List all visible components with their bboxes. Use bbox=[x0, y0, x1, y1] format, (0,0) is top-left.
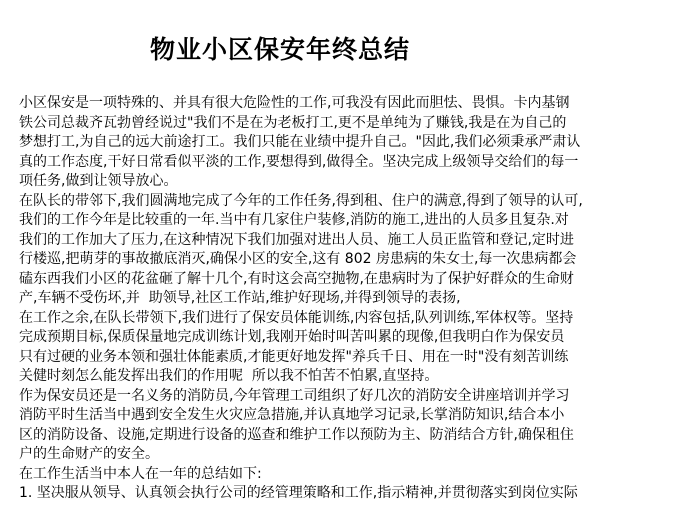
body-line: 我们的工作加大了压力,在这种情况下我们加强对进出人员、施工人员正监管和登记,定时进 bbox=[19, 231, 574, 248]
body-line: 在队长的带邻下,我们圆满地完成了今年的工作任务,得到租、住户的满意,得到了领导的认可, bbox=[19, 192, 583, 209]
body-line: 在工作生活当中本人在一年的总结如下: bbox=[19, 465, 262, 482]
body-line: 只有过硬的业务本领和强壮体能素质,才能更好地发挥"养兵千日、用在一时"没有刻苦训练 bbox=[19, 348, 569, 365]
body-line: 铁公司总裁齐瓦勃曾经说过"我们不是在为老板打工,更不是单纯为了赚钱,我是在为自己的 bbox=[19, 114, 567, 131]
document-title: 物业小区保安年终总结 bbox=[149, 35, 410, 64]
body-line: 我们的工作今年是比较重的一年.当中有几家住户装修,消防的施工,进出的人员多且复杂.对 bbox=[19, 212, 569, 228]
body-line: 户的生命财产的安全。 bbox=[19, 446, 159, 462]
body-line: 梦想打工,为自己的远大前途打工。我们只能在业绩中提升自己。"因此,我们必须秉承严肃认 bbox=[19, 134, 581, 150]
body-line: 小区保安是一项特殊的、并具有很大危险性的工作,可我没有因此而胆怯、畏惧。卡内基钢 bbox=[19, 95, 570, 111]
body-line: 磕东西我们小区的花盆砸了解十几个,有时这会高空抛物,在患病时为了保护好群众的生命财 bbox=[19, 270, 574, 287]
body-line: 区的消防设备、设施,定期进行设备的巡查和维护工作以预防为主、防消结合方针,确保租住 bbox=[19, 426, 574, 443]
body-line: 真的工作态度,干好日常看似平淡的工作,要想得到,做得全。坚决完成上级领导交给们的每一 bbox=[19, 153, 579, 170]
body-line: 在工作之余,在队长带领下,我们进行了保安员体能训练,内容包括,队列训练,军体权等。坚持 bbox=[19, 309, 574, 326]
body-line: 行楼巡,把萌芽的事故撤底消灭,确保小区的安全,这有 802 房患病的朱女士,每一次患病都会 bbox=[19, 251, 577, 267]
body-line: 关健时刻怎么能发挥出我们的作用呢 所以我不怕苦不怕累,直坚持。 bbox=[19, 368, 439, 384]
document-body bbox=[19, 94, 583, 504]
body-line: 产,车辆不受伤坏,并 助领导,社区工作站,维护好现场,并得到领导的表扬, bbox=[19, 290, 461, 306]
body-line: 完成预期目标,保质保量地完成训练计划,我刚开始时叫苦叫累的现像,但我明白作为保安员 bbox=[19, 329, 565, 345]
body-line: 消防平时生活当中遇到安全发生火灾应急措施,并认真地学习记录,长掌消防知识,结合本小 bbox=[19, 407, 565, 423]
body-line: 作为保安员还是一名义务的消防员,今年管理工司组织了好几次的消防安全讲座培训并学习 bbox=[19, 387, 570, 404]
body-line: 项任务,做到让领导放心。 bbox=[19, 173, 178, 189]
body-line: 1. 坚决服从领导、认真领会执行公司的经管理策略和工作,指示精神,并贯彻落实到岗位实际 bbox=[19, 485, 578, 501]
